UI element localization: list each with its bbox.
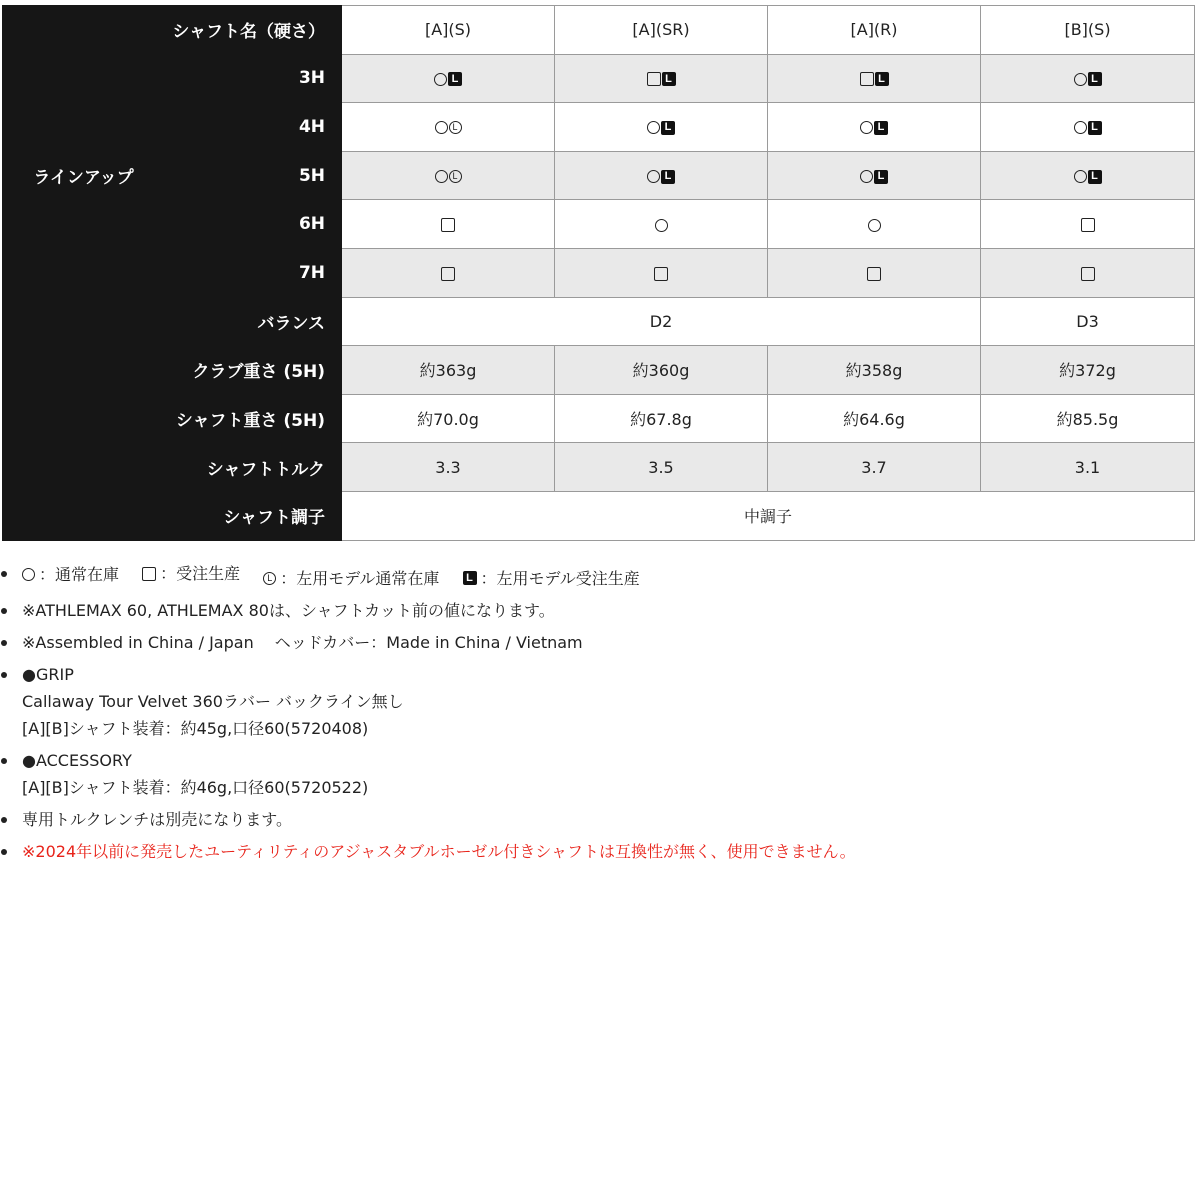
square-icon (441, 267, 455, 281)
grip-line: [A][B]シャフト装着：約45g,口径60(5720408) (22, 718, 369, 738)
balance-value: D2 (342, 297, 981, 346)
square-icon (647, 72, 661, 86)
availability-mark (1074, 72, 1102, 86)
shaft-name-label: シャフト名（硬さ） (3, 6, 342, 55)
lineup-row-label: 4H (165, 103, 342, 152)
torque-value: 3.3 (342, 443, 555, 492)
shaft-weight-row (3, 394, 1195, 443)
shaft-weight-value: 約85.5g (981, 394, 1195, 443)
lineup-cell (981, 103, 1195, 152)
accessory-line: [A][B]シャフト装着：約46g,口径60(5720522) (22, 777, 369, 797)
lineup-cell (981, 54, 1195, 103)
lineup-label: ラインアップ (3, 54, 165, 297)
circle-icon (860, 121, 873, 134)
left-filled-icon: L (662, 72, 676, 86)
legend-square (142, 560, 240, 587)
square-icon (654, 267, 668, 281)
lineup-row (3, 103, 1195, 152)
availability-mark (860, 72, 889, 86)
column-header: [A](SR) (555, 6, 768, 55)
balance-row (3, 297, 1195, 346)
club-weight-value: 約358g (768, 346, 981, 395)
club-weight-row (3, 346, 1195, 395)
header-row (3, 6, 1195, 55)
circle-icon (1074, 73, 1087, 86)
lineup-cell (342, 151, 555, 200)
torque-value: 3.7 (768, 443, 981, 492)
lineup-cell (555, 200, 768, 249)
kick-point-row (3, 491, 1195, 540)
legend-text: ：左用モデル受注生産 (480, 568, 640, 588)
kick-point-value: 中調子 (342, 491, 1195, 540)
lineup-cell (342, 103, 555, 152)
accessory-note (0, 747, 1180, 801)
square-icon (1081, 267, 1095, 281)
left-circle-icon: L (449, 170, 462, 183)
circle-icon (435, 170, 448, 183)
left-filled-icon: L (874, 121, 888, 135)
lineup-cell (555, 54, 768, 103)
torque-value: 3.5 (555, 443, 768, 492)
circle-icon (647, 121, 660, 134)
availability-mark (860, 170, 888, 184)
note-item: 専用トルクレンチは別売になります。 (0, 806, 1180, 833)
balance-label: バランス (3, 297, 342, 346)
circle-icon (22, 568, 35, 581)
balance-value: D3 (981, 297, 1195, 346)
shaft-weight-value: 約70.0g (342, 394, 555, 443)
availability-mark (868, 219, 881, 232)
lineup-cell (981, 248, 1195, 297)
lineup-row (3, 248, 1195, 297)
torque-label: シャフトトルク (3, 443, 342, 492)
left-filled-icon: L (1088, 170, 1102, 184)
availability-mark (647, 170, 675, 184)
legend-note (0, 560, 1180, 592)
availability-mark (435, 121, 462, 134)
circle-icon (1074, 170, 1087, 183)
grip-title: ●GRIP (22, 664, 74, 684)
circle-icon (868, 219, 881, 232)
grip-note (0, 661, 1180, 742)
availability-mark (441, 218, 455, 232)
accessory-title: ●ACCESSORY (22, 750, 132, 770)
availability-mark (1081, 267, 1095, 281)
left-filled-icon: L (875, 72, 889, 86)
lineup-row-label: 7H (165, 248, 342, 297)
left-filled-icon: L (874, 170, 888, 184)
lineup-row (3, 200, 1195, 249)
circle-icon (434, 73, 447, 86)
lineup-cell (555, 151, 768, 200)
availability-mark (654, 267, 668, 281)
circle-icon (435, 121, 448, 134)
lineup-row (3, 151, 1195, 200)
availability-mark (655, 219, 668, 232)
square-icon (1081, 218, 1095, 232)
availability-mark (860, 121, 888, 135)
circle-icon (655, 219, 668, 232)
note-item: ※Assembled in China / Japan ヘッドカバー：Made in China / Vietnam (0, 629, 1180, 656)
square-icon (867, 267, 881, 281)
availability-mark (1074, 121, 1102, 135)
lineup-cell (768, 248, 981, 297)
circle-icon (1074, 121, 1087, 134)
availability-mark (434, 72, 462, 86)
square-icon (860, 72, 874, 86)
lineup-cell (342, 200, 555, 249)
left-circle-icon: L (263, 572, 276, 585)
lineup-cell (342, 248, 555, 297)
availability-mark (1081, 218, 1095, 232)
notes-list (0, 560, 1180, 870)
legend-text: ：左用モデル通常在庫 (280, 568, 440, 588)
club-weight-label: クラブ重さ (5H) (3, 346, 342, 395)
left-filled-icon: L (463, 571, 477, 585)
shaft-weight-value: 約64.6g (768, 394, 981, 443)
left-filled-icon: L (1088, 72, 1102, 86)
shaft-weight-label: シャフト重さ (5H) (3, 394, 342, 443)
lineup-cell (981, 200, 1195, 249)
availability-mark (1074, 170, 1102, 184)
lineup-cell (768, 151, 981, 200)
legend-text: ：受注生産 (160, 564, 241, 583)
torque-row (3, 443, 1195, 492)
left-filled-icon: L (661, 170, 675, 184)
lineup-cell (981, 151, 1195, 200)
lineup-cell (555, 248, 768, 297)
grip-line: Callaway Tour Velvet 360ラバー バックライン無し (22, 691, 404, 711)
lineup-row-label: 5H (165, 151, 342, 200)
availability-mark (435, 170, 462, 183)
lineup-cell (768, 54, 981, 103)
square-icon (441, 218, 455, 232)
left-filled-icon: L (448, 72, 462, 86)
availability-mark (441, 267, 455, 281)
legend-text: ：通常在庫 (39, 564, 120, 584)
club-weight-value: 約372g (981, 346, 1195, 395)
column-header: [B](S) (981, 6, 1195, 55)
availability-mark (867, 267, 881, 281)
club-weight-value: 約360g (555, 346, 768, 395)
kick-point-label: シャフト調子 (3, 491, 342, 540)
availability-mark (647, 72, 676, 86)
lineup-row-label: 6H (165, 200, 342, 249)
column-header: [A](S) (342, 6, 555, 55)
left-circle-icon: L (449, 121, 462, 134)
left-filled-icon: L (1088, 121, 1102, 135)
shaft-weight-value: 約67.8g (555, 394, 768, 443)
lineup-cell (768, 103, 981, 152)
availability-mark (647, 121, 675, 135)
lineup-row-label: 3H (165, 54, 342, 103)
legend-circle (22, 561, 119, 588)
legend-lfill (463, 565, 640, 592)
note-item: ※ATHLEMAX 60, ATHLEMAX 80は、シャフトカット前の値になります。 (0, 597, 1180, 624)
lineup-cell (342, 54, 555, 103)
torque-value: 3.1 (981, 443, 1195, 492)
lineup-row (3, 54, 1195, 103)
left-filled-icon: L (661, 121, 675, 135)
circle-icon (860, 170, 873, 183)
circle-icon (647, 170, 660, 183)
lineup-cell (768, 200, 981, 249)
warning-note: ※2024年以前に発売したユーティリティのアジャスタブルホーゼル付きシャフトは互換性が無く、使用できません。 (0, 838, 1180, 865)
column-header: [A](R) (768, 6, 981, 55)
spec-table (2, 5, 1195, 541)
legend-lcirc (263, 565, 439, 592)
club-weight-value: 約363g (342, 346, 555, 395)
square-icon (142, 567, 156, 581)
lineup-cell (555, 103, 768, 152)
